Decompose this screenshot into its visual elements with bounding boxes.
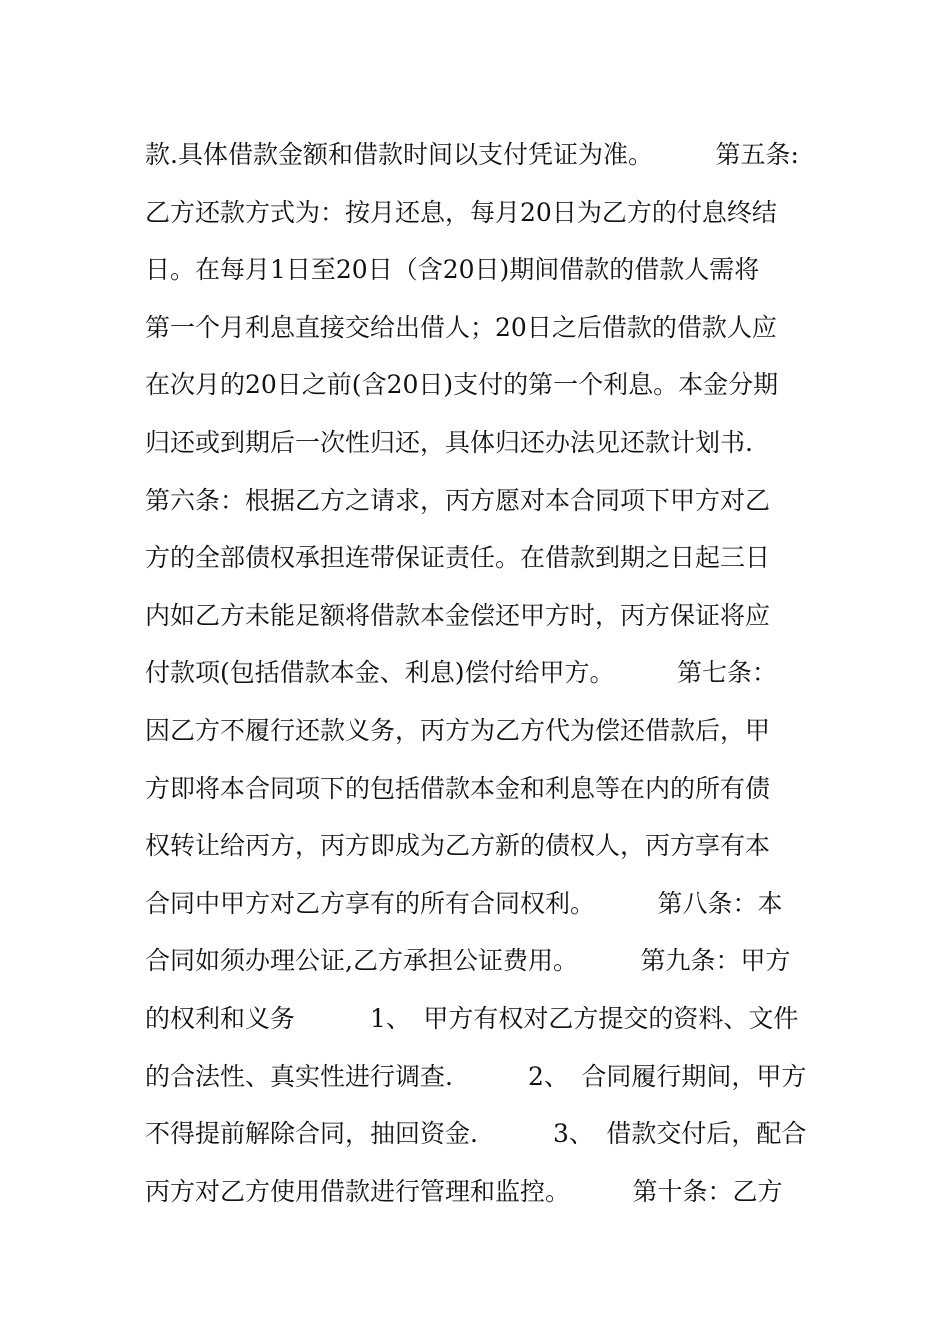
- text-line-5: 在次月的20日之前(含20日)支付的第一个利息。本金分期: [145, 370, 779, 400]
- text-line-6: 归还或到期后一次性归还，具体归还办法见还款计划书.: [145, 427, 753, 457]
- text-line-15: 合同如须办理公证,乙方承担公证费用。 第九条：甲方: [145, 946, 791, 976]
- text-line-1: 款.具体借款金额和借款时间以支付凭证为准。 第五条:: [145, 140, 799, 169]
- text-line-11: 因乙方不履行还款义务，丙方为乙方代为偿还借款后，甲: [145, 715, 771, 745]
- text-line-2: 乙方还款方式为：按月还息，每月20日为乙方的付息终结: [145, 197, 777, 227]
- text-line-16: 的权利和义务 1、 甲方有权对乙方提交的资料、文件: [145, 1003, 799, 1033]
- text-line-10: 付款项(包括借款本金、利息)偿付给甲方。 第七条：: [145, 658, 778, 688]
- text-line-19: 丙方对乙方使用借款进行管理和监控。 第十条：乙方: [145, 1176, 783, 1206]
- text-line-12: 方即将本合同项下的包括借款本金和利息等在内的所有债: [145, 773, 771, 803]
- text-line-3: 日。在每月1日至20日（含20日)期间借款的借款人需将: [145, 255, 760, 285]
- contract-text: [145, 126, 810, 1220]
- text-line-8: 方的全部债权承担连带保证责任。在借款到期之日起三日: [145, 543, 771, 573]
- text-line-7: 第六条：根据乙方之请求，丙方愿对本合同项下甲方对乙: [145, 485, 771, 515]
- text-line-18: 不得提前解除合同，抽回资金. 3、 借款交付后，配合: [145, 1119, 807, 1149]
- text-line-4: 第一个月利息直接交给出借人；20日之后借款的借款人应: [145, 312, 777, 342]
- text-line-14: 合同中甲方对乙方享有的所有合同权利。 第八条：本: [145, 888, 783, 918]
- text-line-9: 内如乙方未能足额将借款本金偿还甲方时，丙方保证将应: [145, 600, 771, 630]
- text-line-17: 的合法性、真实性进行调查. 2、 合同履行期间，甲方: [145, 1061, 807, 1091]
- text-line-13: 权转让给丙方，丙方即成为乙方新的债权人，丙方享有本: [145, 831, 771, 861]
